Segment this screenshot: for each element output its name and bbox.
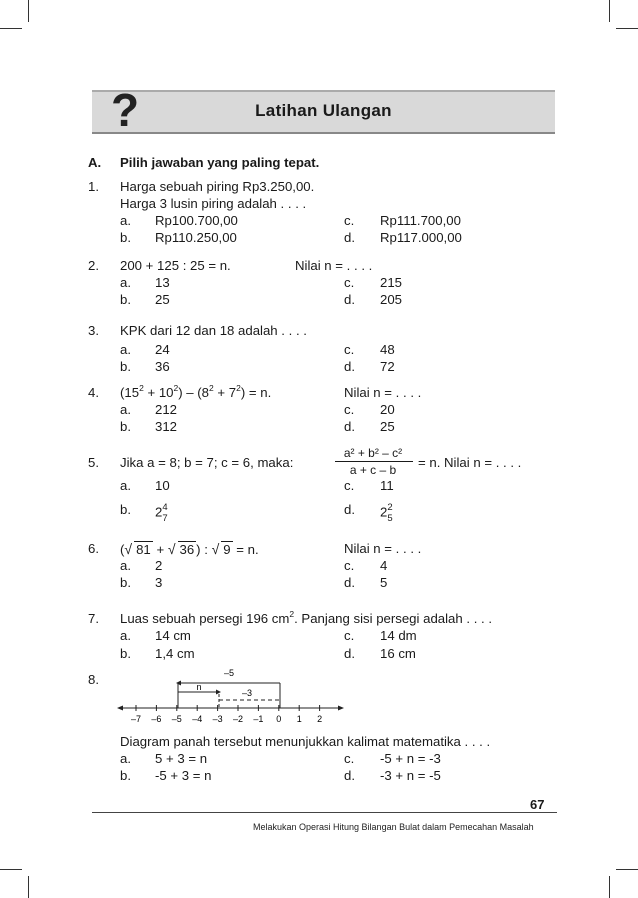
option-letter: c. [344, 213, 355, 228]
option-c: -5 + n = -3 [380, 751, 441, 766]
tick-label: –7 [130, 714, 142, 724]
option-b: -5 + 3 = n [155, 768, 212, 783]
option-letter: a. [120, 275, 131, 290]
crop-mark [0, 28, 22, 29]
question-stem: KPK dari 12 dan 18 adalah . . . . [120, 323, 307, 338]
axis-arrow-left [117, 706, 123, 711]
svg-text:?: ? [110, 88, 140, 132]
crop-mark [616, 869, 638, 870]
question-number: 3. [88, 323, 99, 338]
option-letter: d. [344, 230, 355, 245]
crop-mark [0, 869, 22, 870]
option-letter: c. [344, 342, 355, 357]
crop-mark [28, 0, 29, 22]
option-b: 1,4 cm [155, 646, 195, 661]
question-number: 7. [88, 611, 99, 626]
option-a: 212 [155, 402, 178, 417]
question-stem: $(15^2 + 10^2) - (8^2 + 7^2) = n$. [120, 383, 272, 400]
option-letter: d. [344, 768, 355, 783]
page-number: 67 [530, 797, 545, 812]
option-letter: a. [120, 478, 131, 493]
option-a: Rp100.700,00 [155, 213, 238, 228]
question-stem: Harga sebuah piring Rp3.250,00. [120, 179, 315, 194]
option-letter: a. [120, 558, 131, 573]
section-instruction: Pilih jawaban yang paling tepat. [120, 155, 320, 170]
option-letter: d. [344, 359, 355, 374]
footer-divider [92, 812, 557, 813]
fraction-denominator: a + c – b [349, 463, 397, 477]
tick-label: –5 [171, 714, 182, 724]
option-c: 215 [380, 275, 403, 290]
option-a: 13 [155, 275, 170, 290]
option-letter: c. [344, 751, 355, 766]
option-b: 36 [155, 359, 170, 374]
option-letter: b. [120, 768, 131, 783]
title-banner [92, 90, 555, 134]
arrow-n-head [216, 690, 221, 695]
tick-label: 0 [276, 714, 282, 724]
option-letter: d. [344, 646, 355, 661]
fraction-numerator: a² + b² – c² [343, 446, 403, 460]
option-letter: c. [344, 275, 355, 290]
crop-mark [609, 0, 610, 22]
option-letter: a. [120, 213, 131, 228]
option-c: 4 [380, 558, 388, 573]
crop-mark [616, 28, 638, 29]
question-stem: Jika a = 8; b = 7; c = 6, maka: [120, 455, 294, 470]
fraction-bar [335, 461, 413, 462]
option-a: 10 [155, 478, 170, 493]
option-letter: b. [120, 575, 131, 590]
option-letter: b. [120, 359, 131, 374]
option-d: Rp117.000,00 [380, 230, 462, 245]
option-letter: d. [344, 575, 355, 590]
option-letter: b. [120, 502, 131, 517]
option-b: 3 [155, 575, 163, 590]
question-number: 6. [88, 541, 99, 556]
crop-mark [609, 876, 610, 898]
option-letter: b. [120, 230, 131, 245]
label-neg5: –5 [223, 668, 235, 678]
tick-label: 2 [317, 714, 323, 724]
tick-label: 1 [296, 714, 302, 724]
option-letter: c. [344, 478, 355, 493]
question-ask: Nilai n = . . . . [344, 385, 422, 400]
tick-label: –2 [232, 714, 244, 724]
option-letter: d. [344, 419, 355, 434]
question-number: 5. [88, 455, 99, 470]
option-d: 25 [380, 419, 395, 434]
option-letter: c. [344, 558, 355, 573]
question-number: 1. [88, 179, 99, 194]
option-letter: d. [344, 502, 355, 517]
option-letter: a. [120, 402, 131, 417]
option-d: 5 [380, 575, 388, 590]
option-d: 205 [380, 292, 403, 307]
option-b: Rp110.250,00 [155, 230, 237, 245]
option-a: 2 [155, 558, 163, 573]
option-letter: b. [120, 646, 131, 661]
tick-label: –3 [212, 714, 223, 724]
crop-mark [28, 876, 29, 898]
section-letter: A. [88, 155, 102, 170]
option-c: Rp111.700,00 [380, 213, 461, 228]
number-line-diagram [115, 664, 345, 724]
question-stem: Harga 3 lusin piring adalah . . . . [120, 196, 307, 211]
question-stem: 200 + 125 : 25 = n. [120, 258, 231, 273]
question-number: 2. [88, 258, 99, 273]
option-c: 20 [380, 402, 395, 417]
question-ask: Nilai n = . . . . [295, 258, 373, 273]
question-number: 8. [88, 672, 99, 687]
question-stem: Luas sebuah persegi 196 $cm^2$. Panjang sisi persegi adalah . . . . [120, 609, 493, 626]
option-letter: b. [120, 292, 131, 307]
option-d: 72 [380, 359, 395, 374]
option-b: 25 [155, 292, 170, 307]
option-d: 16 cm [380, 646, 416, 661]
option-a: 24 [155, 342, 170, 357]
option-a: 14 cm [155, 628, 191, 643]
tick-label: –6 [151, 714, 162, 724]
option-c: 48 [380, 342, 395, 357]
question-ask: Nilai n = . . . . [344, 541, 422, 556]
question-mark-icon [105, 88, 145, 132]
option-letter: a. [120, 342, 131, 357]
question-number: 4. [88, 385, 99, 400]
option-c: 11 [380, 478, 394, 493]
option-b: 312 [155, 419, 178, 434]
option-a: 5 + 3 = n [155, 751, 208, 766]
label-neg3: –3 [241, 688, 253, 698]
option-letter: a. [120, 628, 131, 643]
chapter-footer: Melakukan Operasi Hitung Bilangan Bulat dalam Pemecahan Masalah [253, 822, 534, 832]
option-c: 14 dm [380, 628, 417, 643]
question-ask: = n. Nilai n = . . . . [418, 455, 522, 470]
page-title: Latihan Ulangan [255, 101, 392, 120]
option-d: -3 + n = -5 [380, 768, 441, 783]
option-letter: d. [344, 292, 355, 307]
option-b: 2 4 7 [155, 502, 168, 524]
question-stem: Diagram panah tersebut menunjukkan kalimat matematika . . . . [120, 734, 491, 749]
question-stem: (√ 81 + √ 36 ) : √ 9 = n. [120, 541, 259, 557]
option-letter: c. [344, 402, 355, 417]
tick-label: –4 [192, 714, 203, 724]
option-letter: a. [120, 751, 131, 766]
option-d: 2 2 5 [380, 502, 393, 524]
option-letter: b. [120, 419, 131, 434]
option-letter: c. [344, 628, 355, 643]
label-n: n [196, 682, 202, 692]
axis-arrow-right [338, 706, 344, 711]
tick-label: –1 [253, 714, 264, 724]
